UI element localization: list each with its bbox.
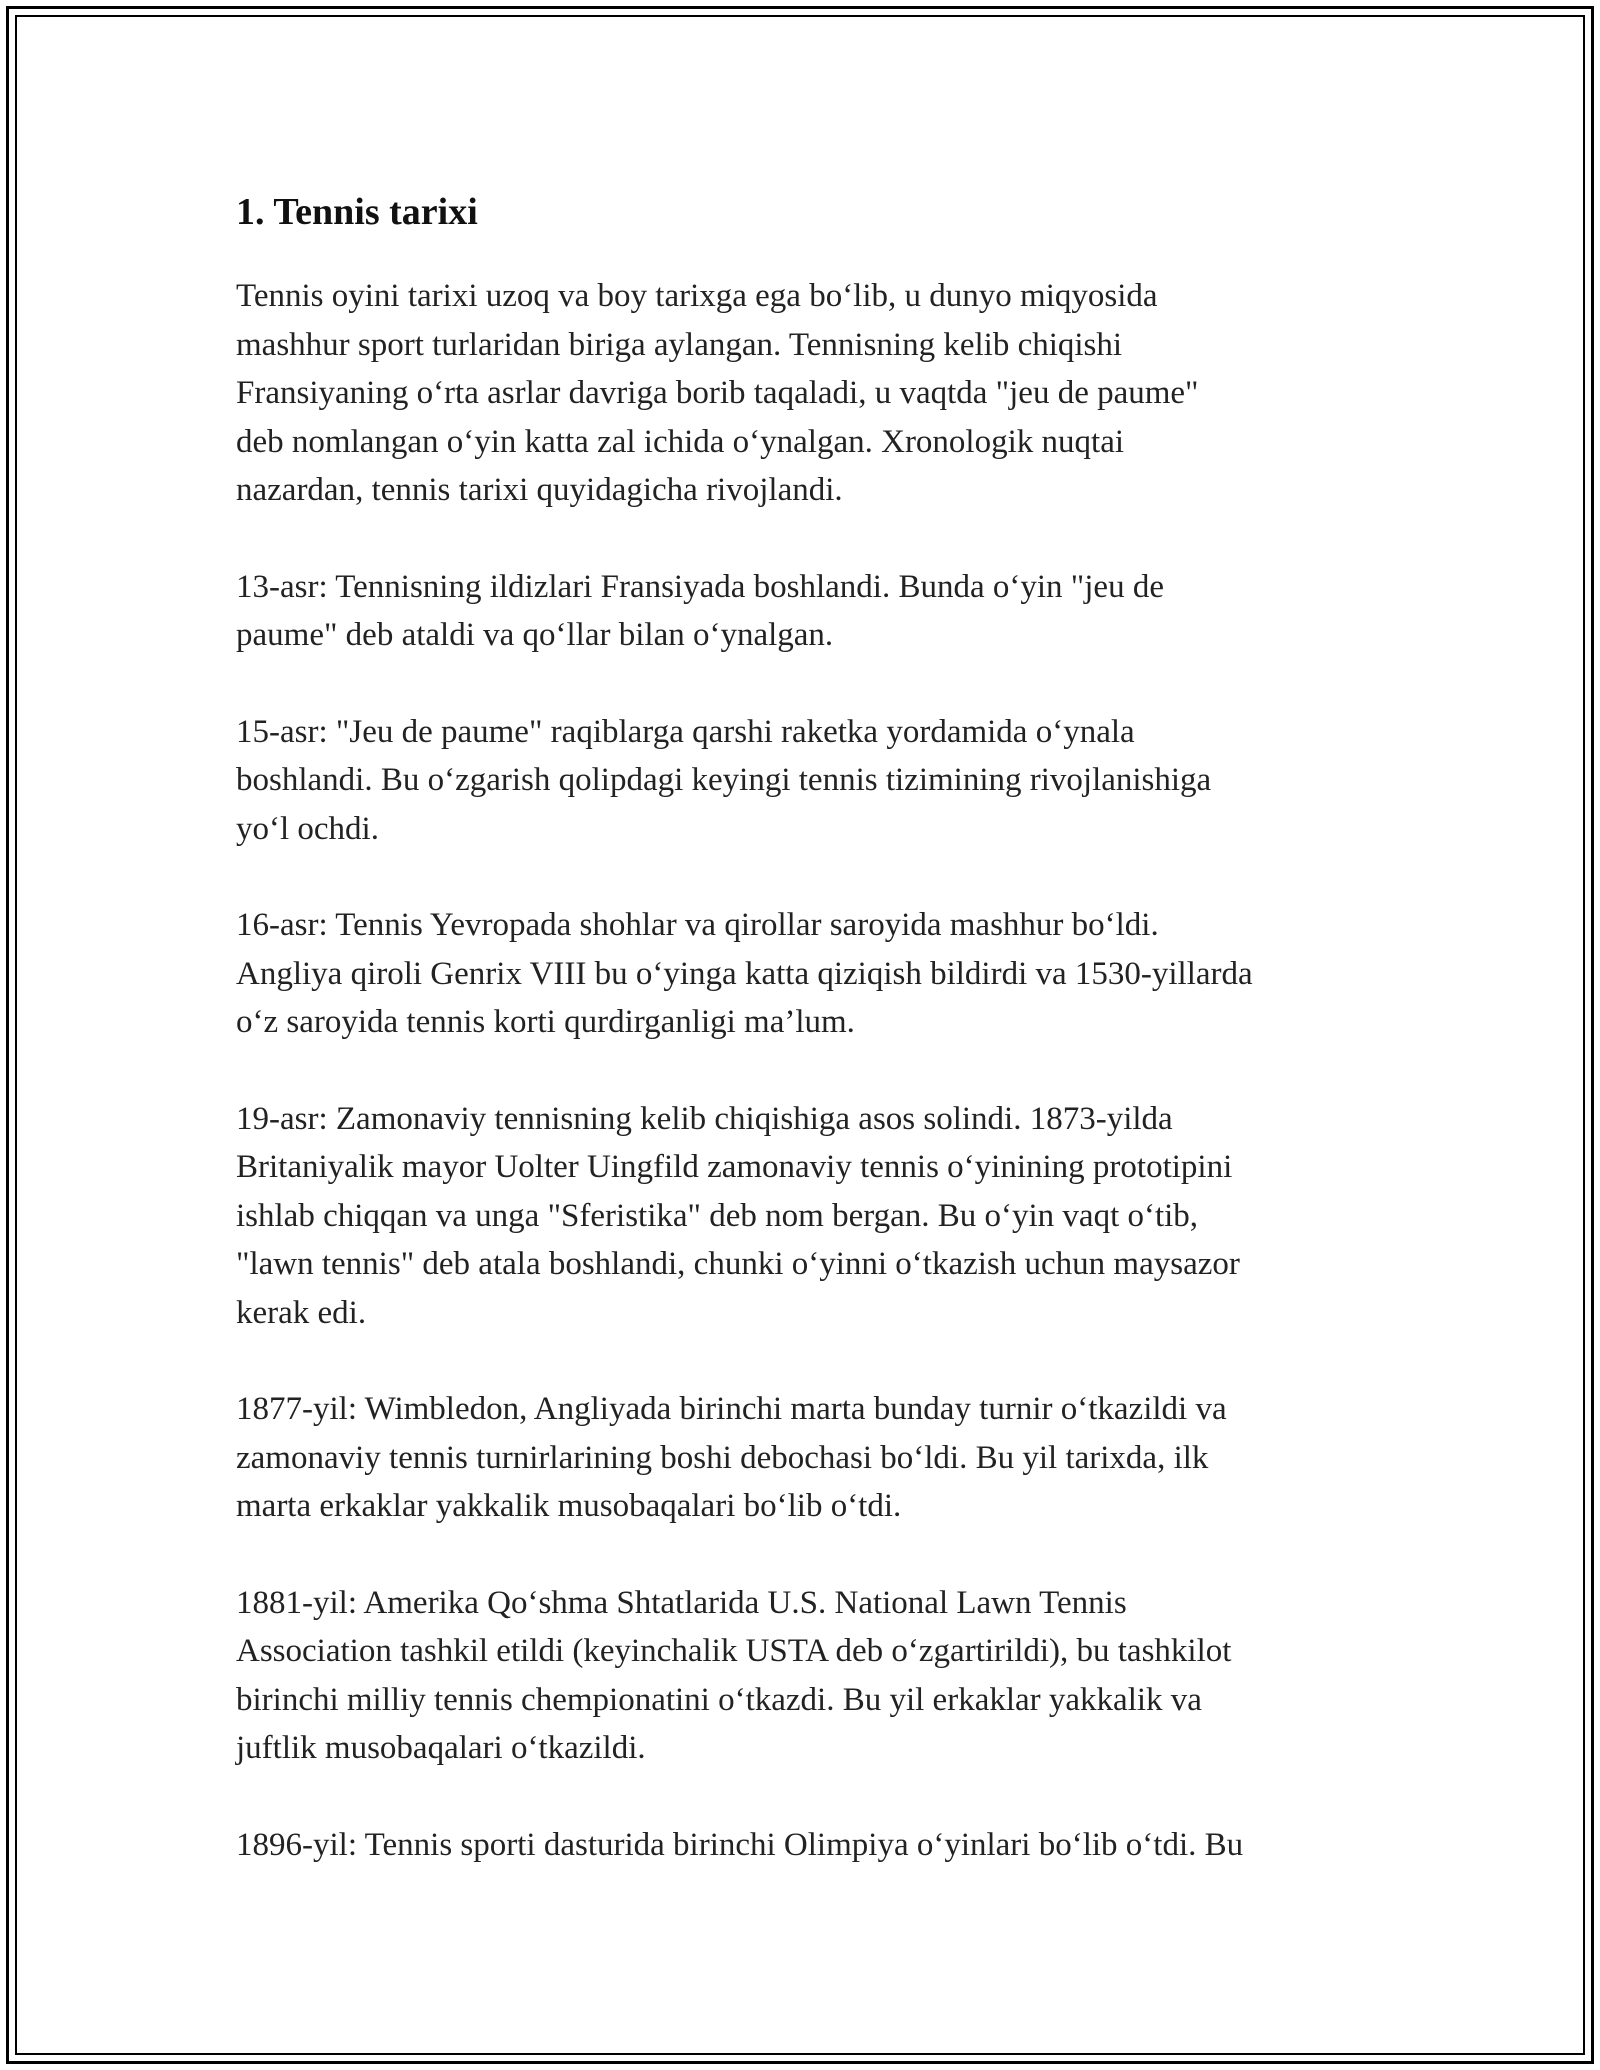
document-body: [236, 186, 1396, 1917]
paragraph-15th-century: 15-asr: "Jeu de paume" raqiblarga qarshi raketka yordamida o‘ynala boshlandi. Bu o‘zgarish qolipdagi keyingi tennis tizimining rivojlanishiga yo‘l ochdi.: [236, 713, 1212, 847]
section-heading: 1. Tennis tarixi: [236, 191, 478, 233]
paragraph-1896: 1896-yil: Tennis sporti dasturida birinchi Olimpiya o‘yinlari bo‘lib o‘tdi. Bu: [236, 1826, 1244, 1863]
paragraph-16th-century: 16-asr: Tennis Yevropada shohlar va qirollar saroyida mashhur bo‘ldi. Angliya qiroli Genrix VIII bu o‘yinga katta qiziqish bildirdi va 1530-yillarda o‘z saroyida tennis korti qurdirganligi ma’lum.: [236, 907, 1253, 1040]
paragraph-13th-century: 13-asr: Tennisning ildizlari Fransiyada boshlandi. Bunda o‘yin "jeu de paume" deb ataldi va qo‘llar bilan o‘ynalgan.: [236, 568, 1164, 653]
paragraph-1877: 1877-yil: Wimbledon, Angliyada birinchi marta bunday turnir o‘tkazildi va zamonaviy tennis turnirlarining boshi debochasi bo‘ldi. Bu yil tarixda, ilk marta erkaklar yakkalik musobaqalari bo‘lib o‘tdi.: [236, 1391, 1227, 1524]
paragraph-19th-century: 19-asr: Zamonaviy tennisning kelib chiqishiga asos solindi. 1873-yilda Britaniyalik mayor Uolter Uingfild zamonaviy tennis o‘yinining prototipini ishlab chiqqan va unga "Sferistika" deb nom bergan. Bu o‘yin vaqt o‘tib, "lawn tennis" deb atala boshlandi, chunki o‘yinni o‘tkazish uchun maysazor kerak edi.: [236, 1100, 1240, 1331]
paragraph-1881: 1881-yil: Amerika Qo‘shma Shtatlarida U.S. National Lawn Tennis Association tashkil etildi (keyinchalik USTA deb o‘zgartirildi), bu tashkilot birinchi milliy tennis chempionatini o‘tkazdi. Bu yil erkaklar yakkalik va juftlik musobaqalari o‘tkazildi.: [236, 1584, 1232, 1766]
paragraph-intro: Tennis oyini tarixi uzoq va boy tarixga ega bo‘lib, u dunyo miqyosida mashhur sport turlaridan biriga aylangan. Tennisning kelib chiqishi Fransiyaning o‘rta asrlar davriga borib taqaladi, u vaqtda "jeu de paume" deb nomlangan o‘yin katta zal ichida o‘ynalgan. Xronologik nuqtai nazardan, tennis tarixi quyidagicha rivojlandi.: [236, 278, 1199, 508]
